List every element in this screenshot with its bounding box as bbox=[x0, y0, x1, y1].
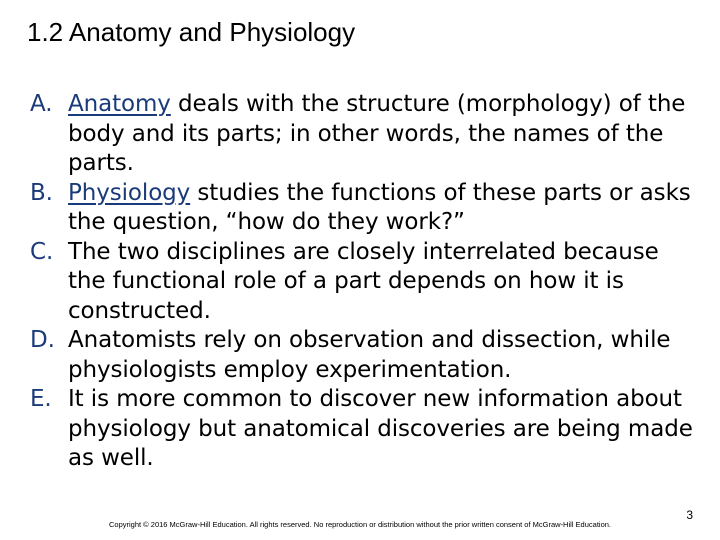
list-item-e bbox=[30, 385, 700, 474]
list-item-text: deals with the structure (morphology) of the body and its parts; in other words, the names of the parts. bbox=[68, 91, 686, 176]
list-marker: E. bbox=[30, 386, 52, 412]
list-item-c bbox=[30, 238, 700, 327]
copyright-notice: Copyright © 2016 McGraw-Hill Education. All rights reserved. No reproduction or distribution without the prior written consent of McGraw-Hill Education. bbox=[109, 520, 611, 529]
list-item-text: The two disciplines are closely interrelated because the functional role of a part depends on how it is constructed. bbox=[68, 238, 659, 324]
list-marker: A. bbox=[30, 91, 53, 117]
list-item-d bbox=[30, 326, 700, 385]
list-item-a bbox=[30, 90, 700, 179]
page-number: 3 bbox=[686, 508, 693, 522]
term-anatomy: Anatomy bbox=[68, 91, 171, 117]
list-marker: C. bbox=[30, 238, 54, 265]
term-physiology: Physiology bbox=[68, 179, 191, 206]
list-item-text: studies the functions of these parts or asks the question, “how do they work?” bbox=[68, 179, 691, 235]
list-item-text: Anatomists rely on observation and dissection, while physiologists employ experimentation. bbox=[68, 327, 671, 383]
list-marker: D. bbox=[30, 327, 55, 353]
bullet-list bbox=[30, 90, 700, 474]
list-marker: B. bbox=[30, 179, 53, 206]
list-item-text: It is more common to discover new information about physiology but anatomical discoveries are being made as well. bbox=[68, 386, 693, 471]
list-item-b bbox=[30, 179, 700, 238]
slide-title: 1.2 Anatomy and Physiology bbox=[27, 17, 356, 47]
